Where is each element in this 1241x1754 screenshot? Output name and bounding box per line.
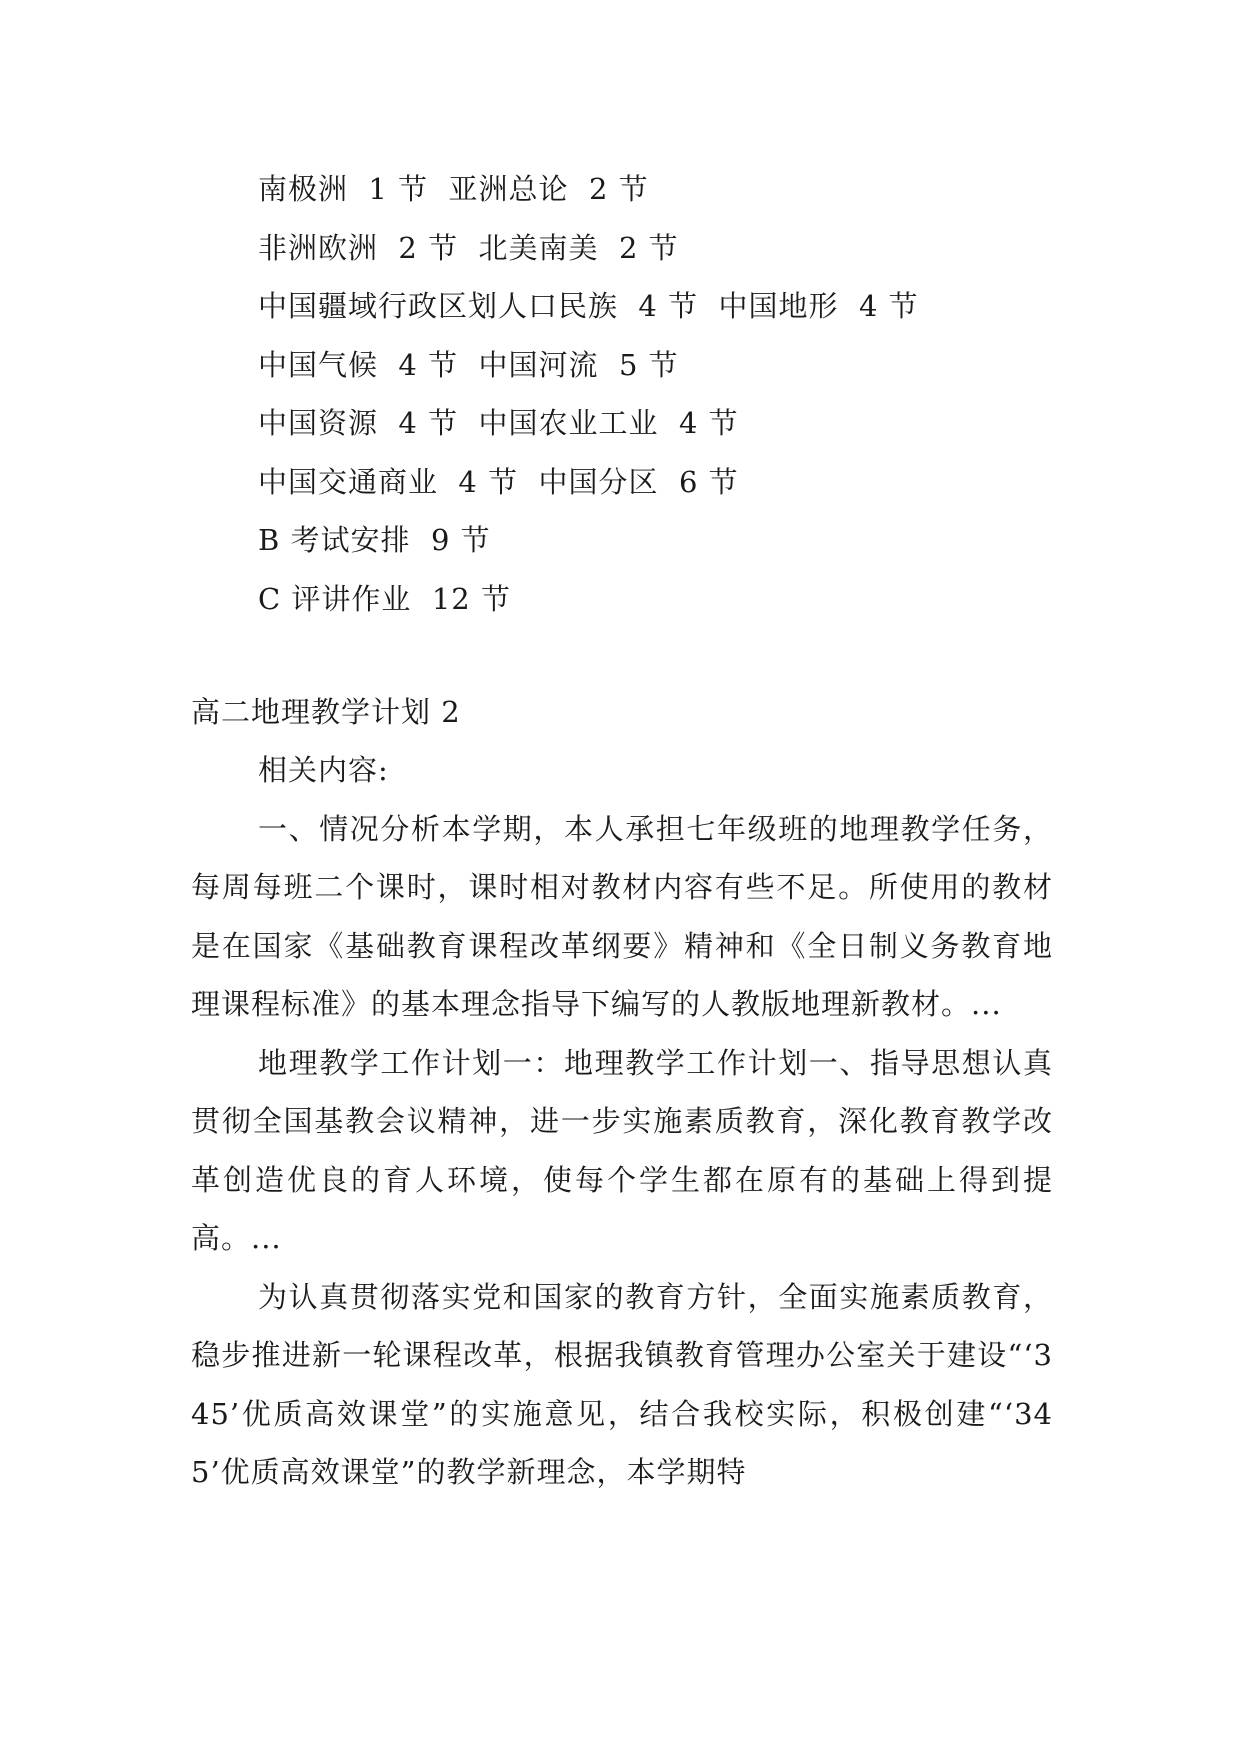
paragraph-education-policy: 为认真贯彻落实党和国家的教育方针，全面实施素质教育，稳步推进新一轮课程改革，根据我镇教育管理办公室关于建设“‘345’优质高效课堂”的实施意见，结合我校实际，积极创建“‘345’优质高效课堂”的教学新理念，本学期特: [191, 1279, 1053, 1489]
schedule-line: 中国交通商业 4 节 中国分区 6 节: [258, 464, 739, 499]
schedule-line: 中国疆域行政区划人口民族 4 节 中国地形 4 节: [258, 289, 919, 323]
schedule-line: C 评讲作业 12 节: [258, 581, 511, 616]
paragraph-work-plan: 地理教学工作计划一：地理教学工作计划一、指导思想认真贯彻全国基教会议精神，进一步实施素质教育，深化教育教学改革创造优良的育人环境，使每个学生都在原有的基础上得到提高。...: [191, 1045, 1053, 1255]
schedule-line: 南极洲 1 节 亚洲总论 2 节: [258, 172, 649, 206]
paragraph-situation-analysis: 一、情况分析本学期，本人承担七年级班的地理教学任务，每周每班二个课时，课时相对教材内容有些不足。所使用的教材是在国家《基础教育课程改革纲要》精神和《全日制义务教育地理课程标准》的基本理念指导下编写的人教版地理新教材。...: [191, 811, 1053, 1021]
schedule-line: B 考试安排 9 节: [258, 523, 491, 557]
schedule-line: 中国气候 4 节 中国河流 5 节: [258, 347, 679, 382]
lesson-schedule: [258, 160, 1158, 628]
schedule-line: 中国资源 4 节 中国农业工业 4 节: [258, 406, 739, 440]
section-title: 高二地理教学计划 2: [191, 695, 461, 729]
schedule-line: 非洲欧洲 2 节 北美南美 2 节: [258, 230, 679, 265]
paragraph-related-content: 相关内容:: [258, 753, 389, 787]
body-text: [191, 741, 1053, 1502]
